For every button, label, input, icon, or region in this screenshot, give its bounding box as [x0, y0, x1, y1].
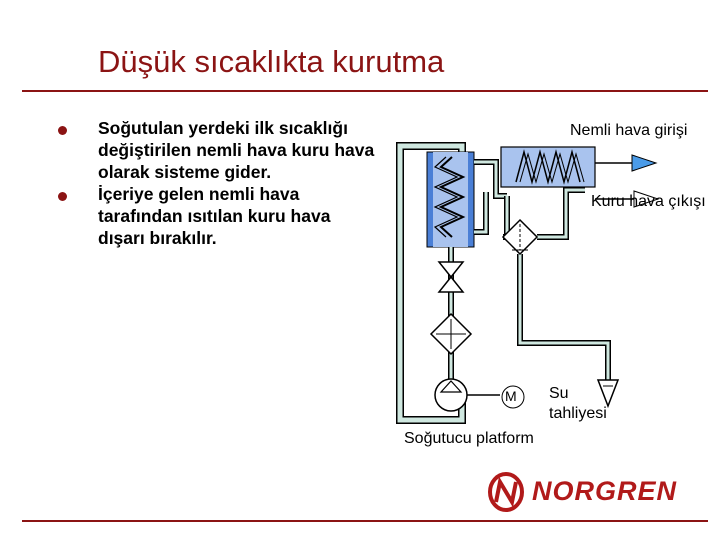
dry-air-outlet-label: Kuru hava çıkışı	[591, 193, 706, 210]
humid-air-inlet-label: Nemli hava girişi	[570, 122, 688, 139]
compressor-icon	[435, 379, 467, 411]
humid-air-inlet-arrow	[595, 155, 656, 171]
slide-title: Düşük sıcaklıkta kurutma	[98, 44, 445, 79]
refrigerant-filter-icon	[431, 314, 471, 354]
water-drain-label-line1: Su	[549, 385, 569, 402]
air-line	[474, 162, 608, 380]
norgren-emblem-icon	[486, 472, 526, 512]
cooling-platform-label: Soğutucu platform	[404, 430, 534, 447]
footer-divider	[22, 520, 708, 522]
motor-label: M	[505, 388, 517, 404]
air-heat-exchanger	[501, 147, 595, 187]
water-drain-label	[549, 384, 607, 424]
expansion-valve-icon	[439, 262, 463, 292]
water-drain-label-line2: tahliyesi	[549, 405, 607, 422]
bullet-text: İçeriye gelen nemli hava tarafından ısıtılan kuru hava dışarı bırakılır.	[98, 184, 331, 248]
norgren-logo	[486, 472, 696, 512]
cooling-exchanger	[427, 152, 474, 247]
bullet-text: Soğutulan yerdeki ilk sıcaklığı değiştirilen nemli hava kuru hava olarak sisteme gider.	[98, 118, 375, 182]
logo-wordmark: NORGREN	[532, 476, 678, 506]
